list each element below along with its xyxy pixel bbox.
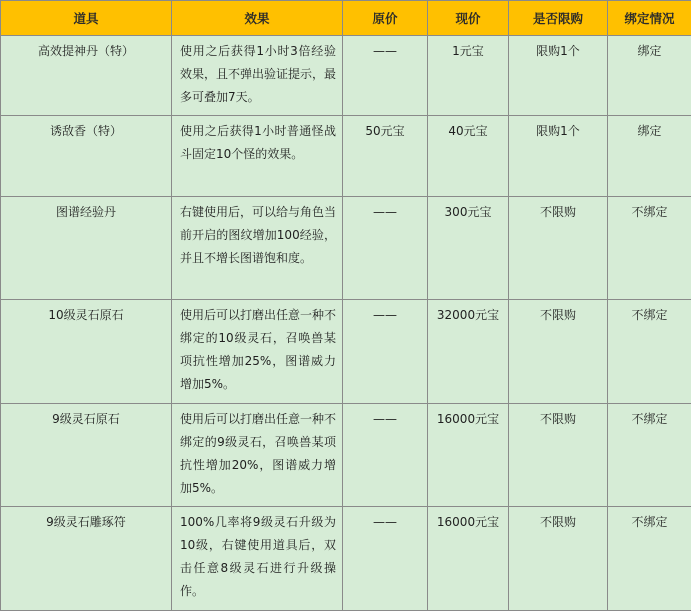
- header-current-price: 现价: [428, 1, 509, 36]
- item-purchase-limit: 不限购: [509, 300, 608, 404]
- item-binding: 不绑定: [608, 300, 691, 404]
- item-name: 9级灵石原石: [1, 404, 172, 507]
- item-binding: 绑定: [608, 36, 691, 116]
- table-row: [1, 404, 691, 507]
- item-binding: 不绑定: [608, 404, 691, 507]
- item-name: 高效提神丹（特）: [1, 36, 172, 116]
- item-purchase-limit: 限购1个: [509, 36, 608, 116]
- item-original-price: 50元宝: [343, 116, 428, 197]
- item-binding: 不绑定: [608, 197, 691, 300]
- item-effect: 使用后可以打磨出任意一种不绑定的9级灵石，召唤兽某项抗性增加20%，图谱威力增加5%。: [172, 404, 343, 507]
- header-effect: 效果: [172, 1, 343, 36]
- header-binding: 绑定情况: [608, 1, 691, 36]
- item-name: 10级灵石原石: [1, 300, 172, 404]
- item-purchase-limit: 限购1个: [509, 116, 608, 197]
- item-effect: 使用后可以打磨出任意一种不绑定的10级灵石，召唤兽某项抗性增加25%，图谱威力增加5%。: [172, 300, 343, 404]
- table-row: [1, 36, 691, 116]
- item-original-price: ——: [343, 507, 428, 611]
- item-name: 诱敌香（特）: [1, 116, 172, 197]
- item-current-price: 40元宝: [428, 116, 509, 197]
- item-effect: 100%几率将9级灵石升级为10级，右键使用道具后，双击任意8级灵石进行升级操作。: [172, 507, 343, 611]
- item-current-price: 16000元宝: [428, 404, 509, 507]
- header-original-price: 原价: [343, 1, 428, 36]
- item-binding: 绑定: [608, 116, 691, 197]
- item-name: 9级灵石雕琢符: [1, 507, 172, 611]
- item-purchase-limit: 不限购: [509, 404, 608, 507]
- item-current-price: 1元宝: [428, 36, 509, 116]
- item-purchase-limit: 不限购: [509, 197, 608, 300]
- item-original-price: ——: [343, 300, 428, 404]
- item-binding: 不绑定: [608, 507, 691, 611]
- item-current-price: 32000元宝: [428, 300, 509, 404]
- item-effect: 右键使用后，可以给与角色当前开启的图纹增加100经验，并且不增长图谱饱和度。: [172, 197, 343, 300]
- item-current-price: 16000元宝: [428, 507, 509, 611]
- item-original-price: ——: [343, 197, 428, 300]
- table-row: [1, 116, 691, 197]
- header-item: 道具: [1, 1, 172, 36]
- table-row: [1, 507, 691, 611]
- item-effect: 使用之后获得1小时普通怪战斗固定10个怪的效果。: [172, 116, 343, 197]
- table-row: [1, 300, 691, 404]
- item-original-price: ——: [343, 404, 428, 507]
- header-purchase-limit: 是否限购: [509, 1, 608, 36]
- header-row: [1, 1, 691, 36]
- table-row: [1, 197, 691, 300]
- item-current-price: 300元宝: [428, 197, 509, 300]
- item-purchase-limit: 不限购: [509, 507, 608, 611]
- item-original-price: ——: [343, 36, 428, 116]
- item-effect: 使用之后获得1小时3倍经验效果，且不弹出验证提示，最多可叠加7天。: [172, 36, 343, 116]
- item-name: 图谱经验丹: [1, 197, 172, 300]
